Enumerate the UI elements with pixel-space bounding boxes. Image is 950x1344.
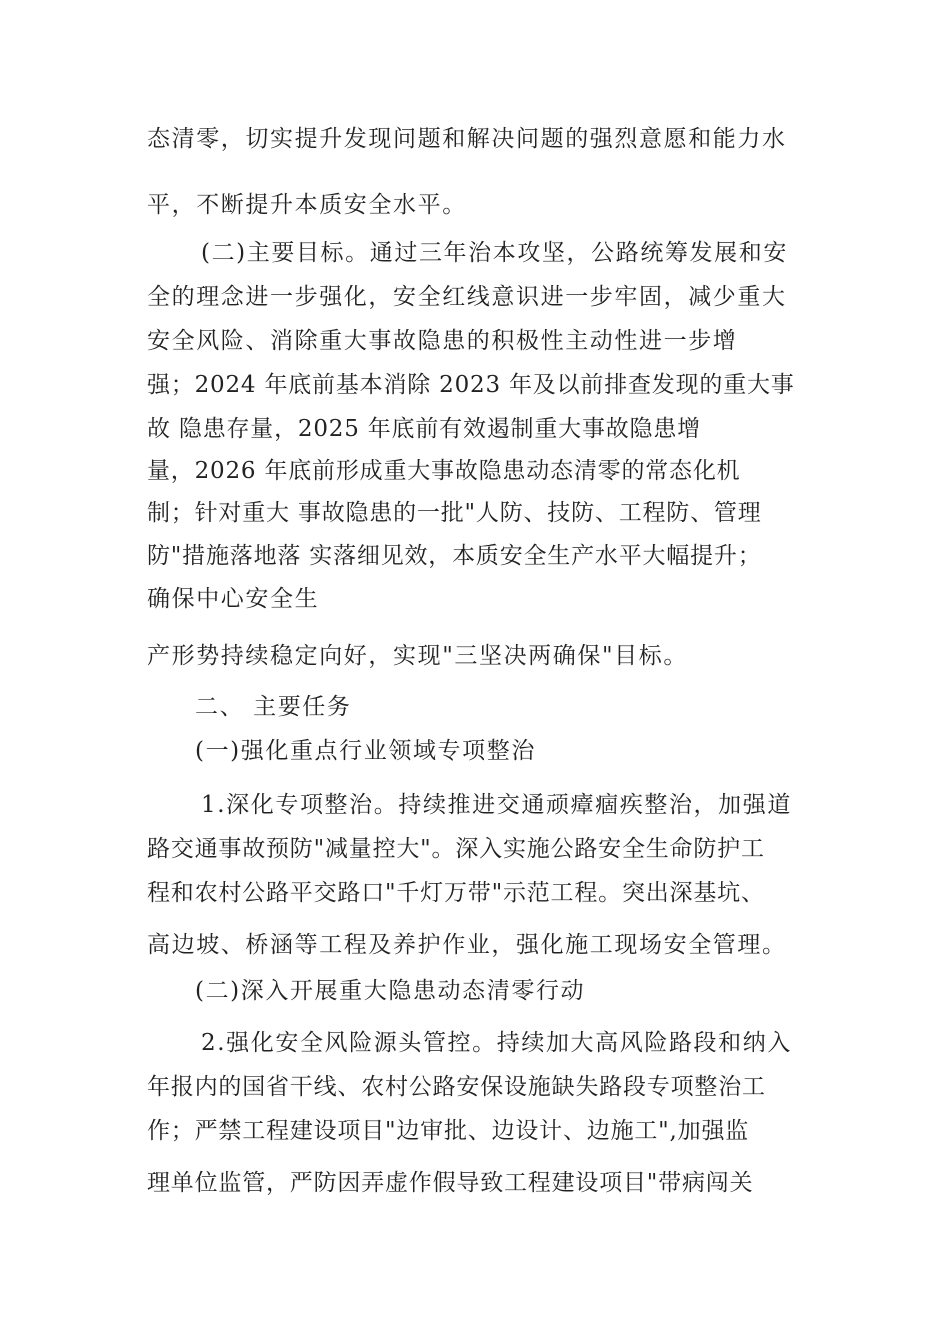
text-line: 年报内的国省干线、农村公路安保设施缺失路段专项整治工 [147,1074,766,1100]
text-line: 全的理念进一步强化，安全红线意识进一步牢固，减少重大 [147,284,787,310]
text-line: 安全风险、消除重大事故隐患的积极性主动性进一步增 [147,328,738,354]
text-line: 理单位监管，严防因弄虚作假导致工程建设项目"带病闯关 [147,1170,754,1196]
text-line: 作；严禁工程建设项目"边审批、边设计、边施工",加强监 [147,1118,750,1144]
text-line: 1.深化专项整治。持续推进交通顽瘴痼疾整治，加强道 [201,792,792,818]
text-line: 平，不断提升本质安全水平。 [147,192,467,218]
subsection-heading: (一)强化重点行业领域专项整治 [195,738,536,764]
text-line: 路交通事故预防"减量控大"。深入实施公路安全生命防护工 [147,836,765,862]
text-line: 防"措施落地落 实落细见效，本质安全生产水平大幅提升； [147,543,762,569]
subsection-heading: (二)深入开展重大隐患动态清零行动 [195,978,586,1004]
text-line: 确保中心安全生 [147,586,320,612]
text-line: 制；针对重大 事故隐患的一批"人防、技防、工程防、管理 [147,500,762,526]
text-line: 产形势持续稳定向好，实现"三坚决两确保"目标。 [147,643,688,669]
text-line: (二)主要目标。通过三年治本攻坚，公路统筹发展和安 [201,240,788,266]
text-line: 强；2024 年底前基本消除 2023 年及以前排查发现的重大事 [147,372,795,398]
text-line: 高边坡、桥涵等工程及养护作业，强化施工现场安全管理。 [147,932,787,958]
text-line: 故 隐患存量，2025 年底前有效遏制重大事故隐患增 [147,416,701,442]
text-line: 量，2026 年底前形成重大事故隐患动态清零的常态化机 [147,458,741,484]
section-heading: 二、 主要任务 [195,694,352,720]
text-line: 2.强化安全风险源头管控。持续加大高风险路段和纳入 [201,1030,792,1056]
text-line: 程和农村公路平交路口"千灯万带"示范工程。突出深基坑、 [147,880,765,906]
text-line: 态清零，切实提升发现问题和解决问题的强烈意愿和能力水 [147,126,787,152]
